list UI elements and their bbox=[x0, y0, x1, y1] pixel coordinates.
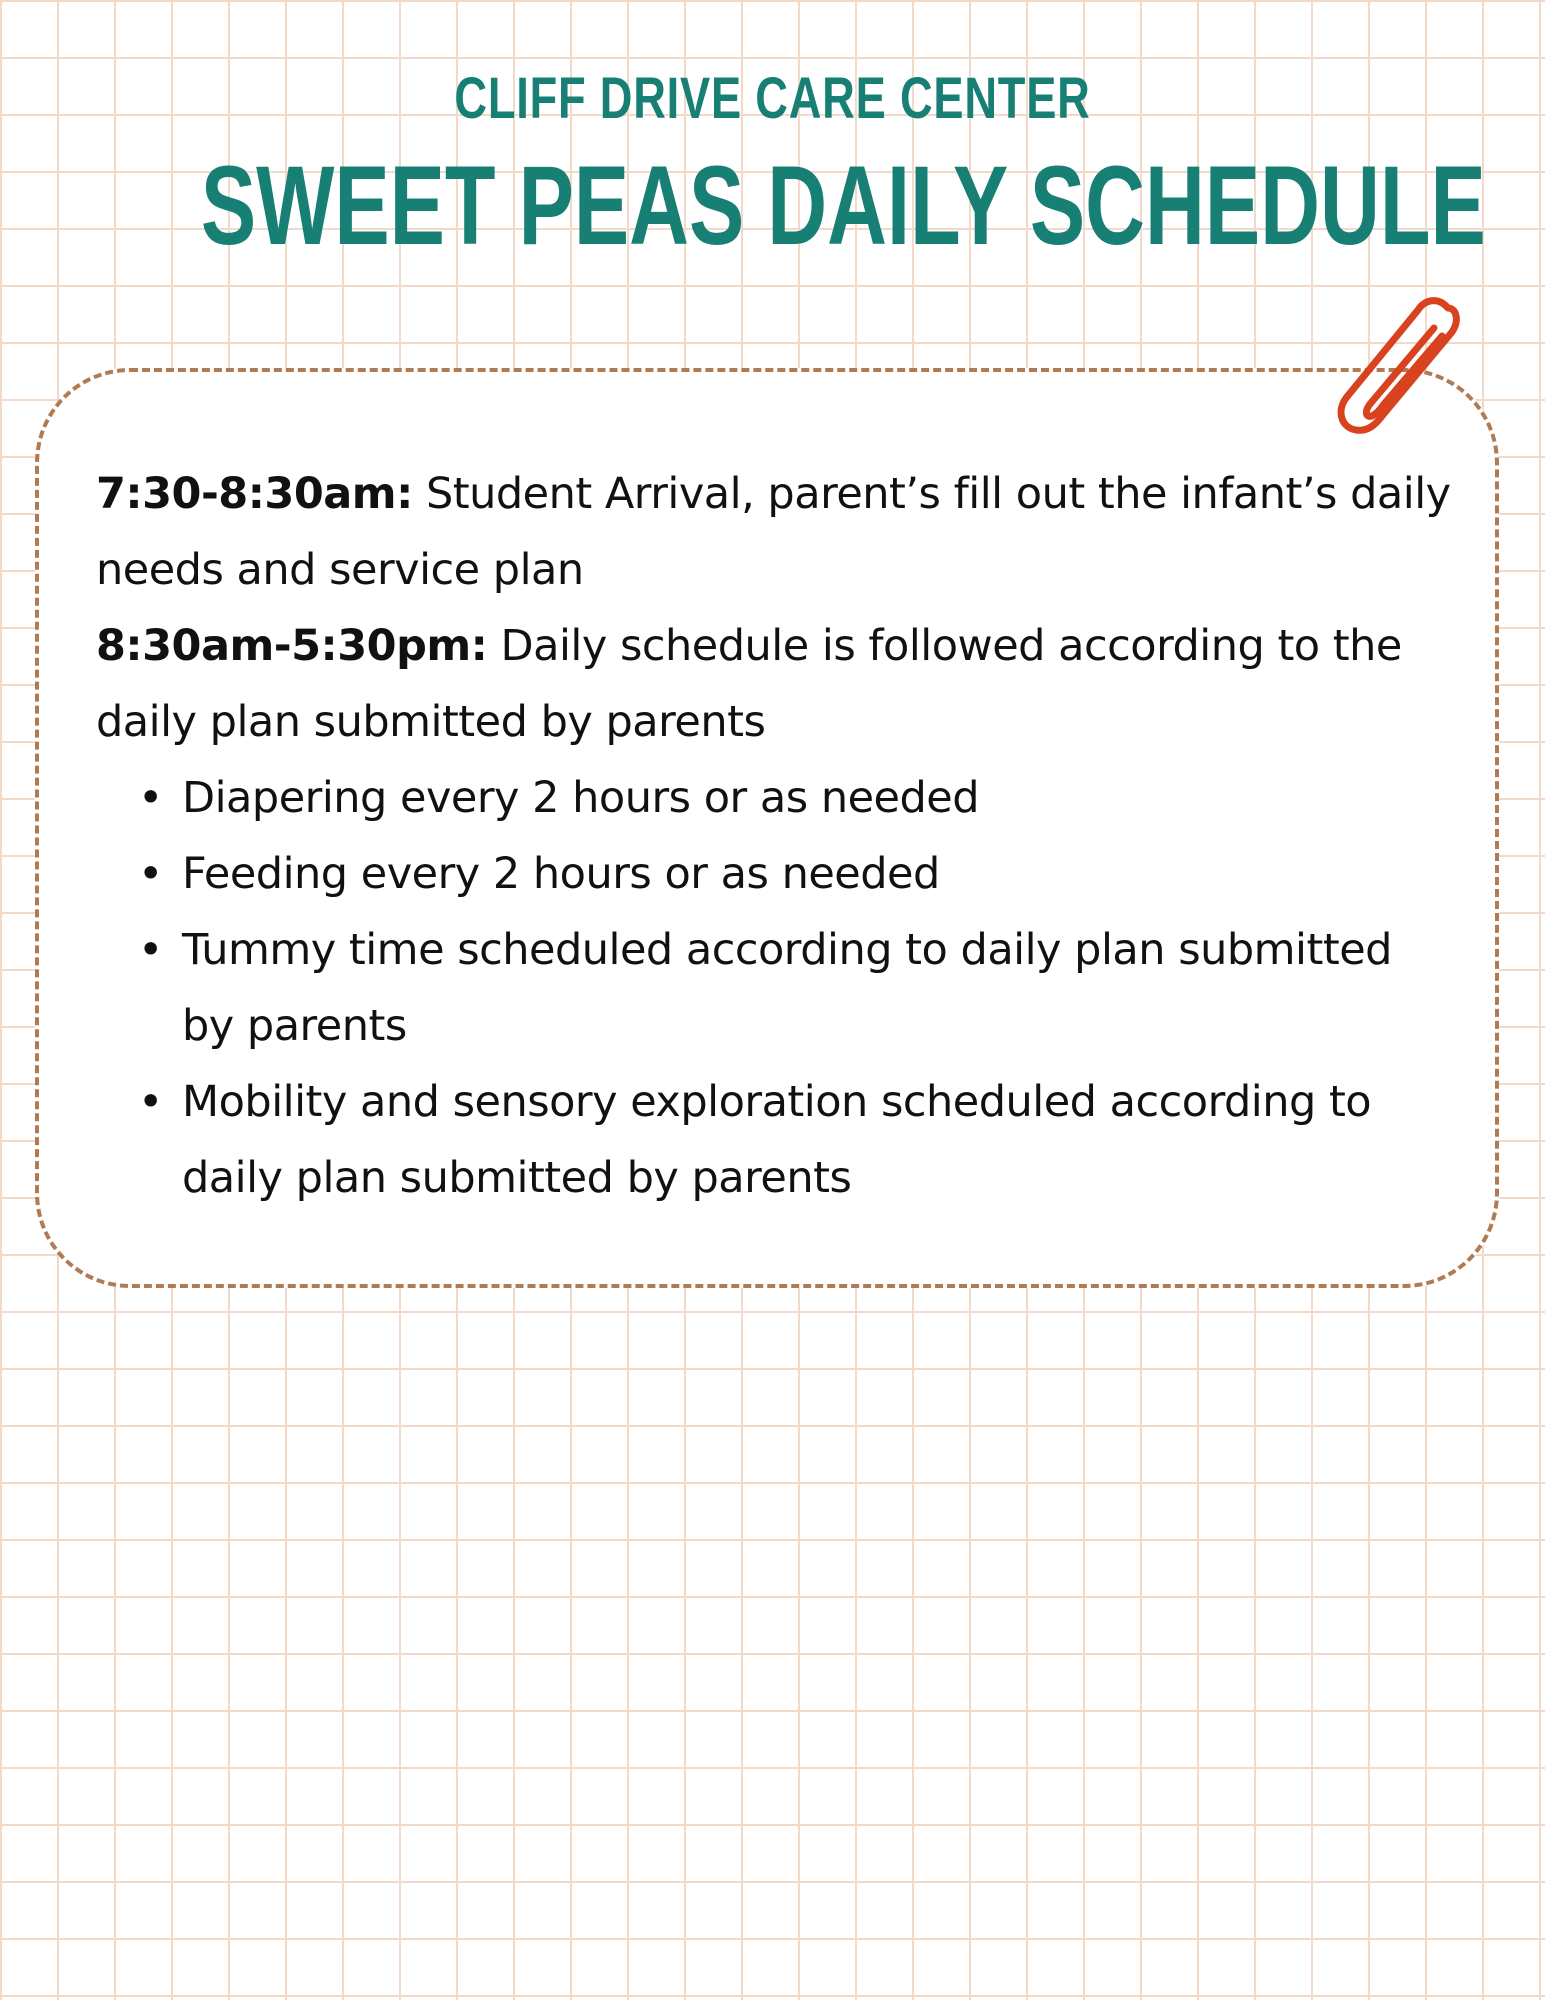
list-item-text: Diapering every 2 hours or as needed bbox=[182, 773, 980, 823]
schedule-entry-arrival bbox=[96, 456, 1456, 608]
bullet-icon: • bbox=[138, 1077, 163, 1127]
list-item-text: Mobility and sensory exploration scheduled according to daily plan submitted by parents bbox=[182, 1077, 1372, 1203]
list-item-text: Tummy time scheduled according to daily plan submitted by parents bbox=[182, 925, 1392, 1051]
list-item bbox=[96, 836, 1456, 912]
list-item bbox=[96, 760, 1456, 836]
schedule-entry-daily bbox=[96, 608, 1456, 760]
bullet-icon: • bbox=[138, 925, 163, 975]
entry-time: 8:30am-5:30pm: bbox=[96, 621, 488, 671]
list-item bbox=[96, 1064, 1456, 1216]
bullet-icon: • bbox=[138, 849, 163, 899]
paperclip-icon bbox=[1330, 290, 1470, 450]
center-name: CLIFF DRIVE CARE CENTER bbox=[454, 66, 1091, 131]
schedule-content bbox=[96, 456, 1456, 1216]
bullet-icon: • bbox=[138, 773, 163, 823]
list-item bbox=[96, 912, 1456, 1064]
activity-list bbox=[96, 760, 1456, 1216]
page-title: SWEET PEAS DAILY SCHEDULE bbox=[200, 143, 1486, 268]
header bbox=[0, 66, 1545, 268]
entry-description: Daily schedule is followed according to the daily plan submitted by parents bbox=[96, 621, 1402, 747]
list-item-text: Feeding every 2 hours or as needed bbox=[182, 849, 940, 899]
entry-time: 7:30-8:30am: bbox=[96, 469, 413, 519]
entry-description: Student Arrival, parent’s fill out the infant’s daily needs and service plan bbox=[96, 469, 1451, 595]
